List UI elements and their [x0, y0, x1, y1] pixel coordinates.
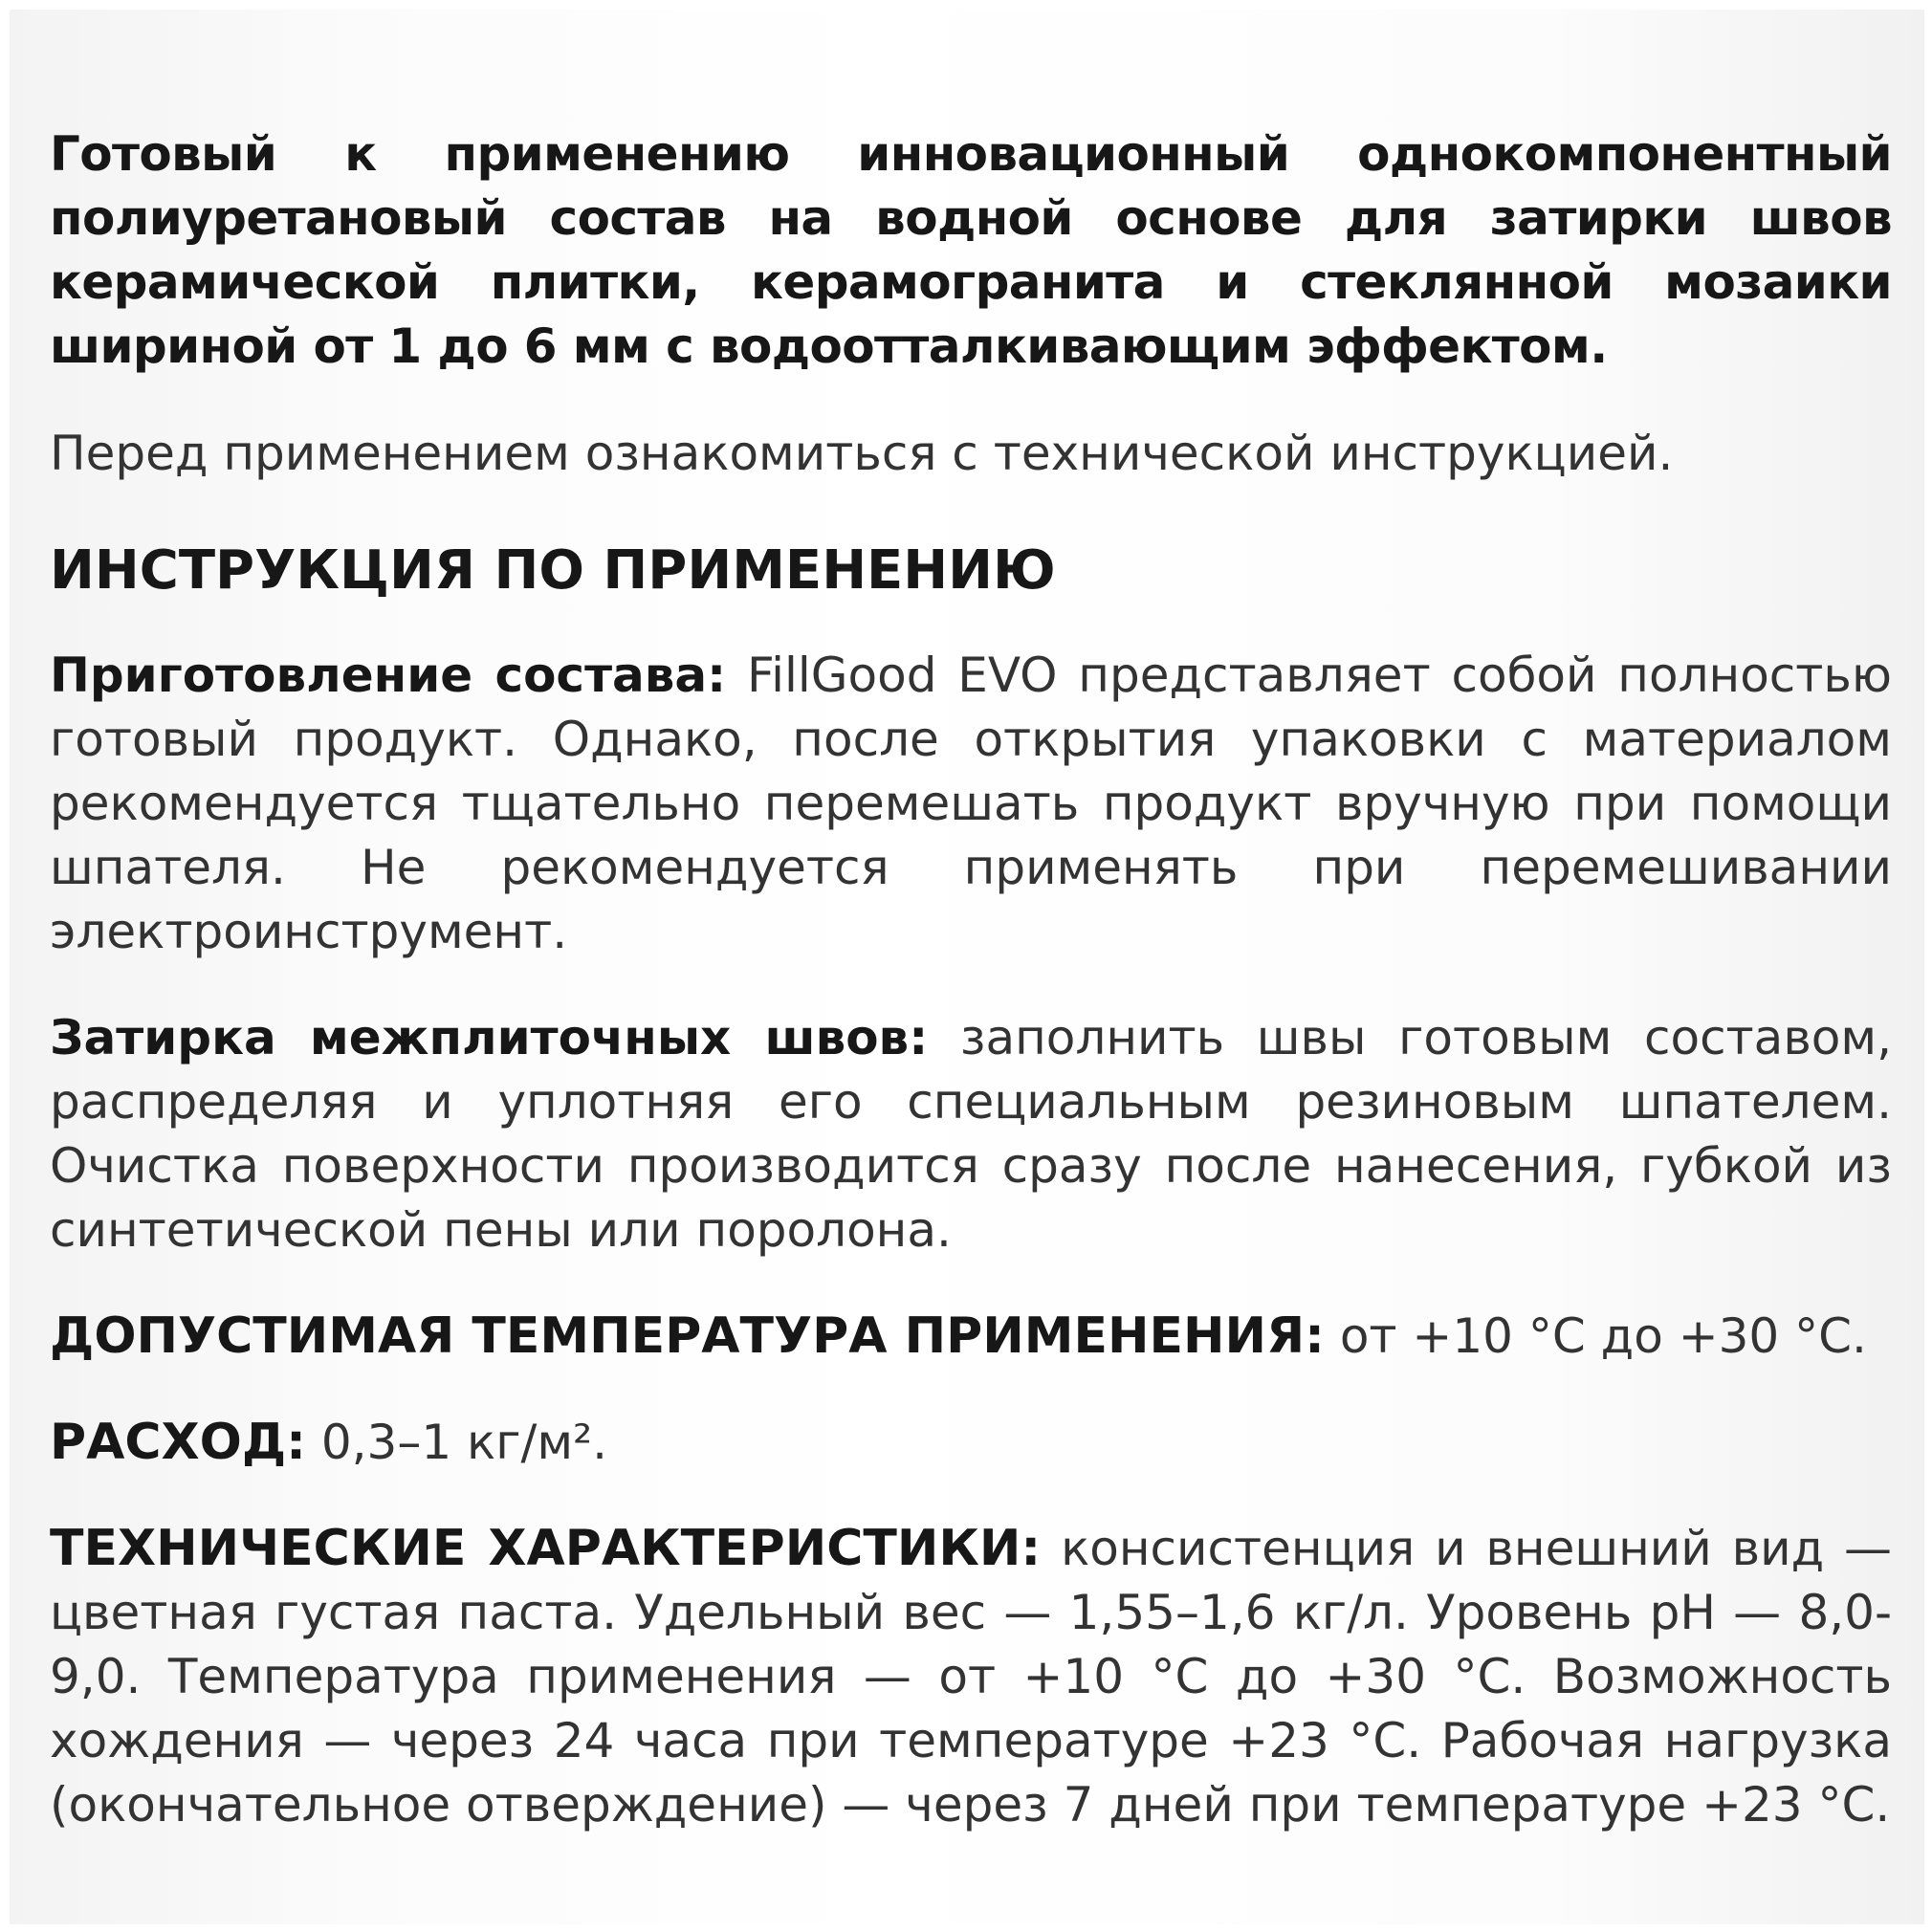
- grouting-label: Затирка межплиточных швов:: [50, 1010, 929, 1065]
- consumption-label: РАСХОД:: [50, 1414, 306, 1471]
- consumption-paragraph: [50, 1411, 1892, 1475]
- preparation-label: Приготовление состава:: [50, 648, 727, 703]
- instruction-text-block: [50, 122, 1892, 1879]
- grouting-text: заполнить швы готовым составом, распределяя и уплотняя его специальным резиновым шпателем. Очистка поверхности производится сразу после нанесения, губкой из синтетической пены или поролона.: [50, 1010, 1892, 1258]
- consumption-text: 0,3–1 кг/м².: [320, 1415, 608, 1470]
- temperature-text: от +10 °С до +30 °С.: [1339, 1308, 1867, 1364]
- product-intro-paragraph: Готовый к применению инновационный однокомпонентный полиуретановый состав на водной основе для затирки швов керамической плитки, керамогранита и стеклянной мозаики шириной от 1 до 6 мм с водоотталкивающим эффектом.: [50, 126, 1892, 374]
- temperature-paragraph: [50, 1305, 1892, 1369]
- grouting-paragraph: [50, 1006, 1892, 1262]
- temperature-label: ДОПУСТИМАЯ ТЕМПЕРАТУРА ПРИМЕНЕНИЯ:: [50, 1307, 1325, 1365]
- specs-text: консистенция и внешний вид — цветная густая паста. Удельный вес — 1,55–1,6 кг/л. Уровень pH — 8,0-9,0. Температура применения — от +10 °С до +30 °С. Возможность хождения — через 24 часа при температуре +23 °С. Рабочая нагрузка (окончательное отверждение) — через 7 дней при температуре +23 °С.: [50, 1521, 1892, 1833]
- specs-paragraph: [50, 1517, 1892, 1837]
- preparation-paragraph: [50, 644, 1892, 964]
- preparation-text: FillGood EVO представляет собой полностью готовый продукт. Однако, после открытия упаковки с материалом рекомендуется тщательно перемешать продукт вручную при помощи шпателя. Не рекомендуется применять при перемешивании электроинструмент.: [50, 648, 1892, 959]
- specs-label: ТЕХНИЧЕСКИЕ ХАРАКТЕРИСТИКИ:: [50, 1520, 1042, 1577]
- product-instruction-sheet: [10, 10, 1924, 1924]
- usage-instructions-heading: ИНСТРУКЦИЯ ПО ПРИМЕНЕНИЮ: [50, 539, 1056, 602]
- read-instruction-note: Перед применением ознакомиться с технической инструкцией.: [50, 426, 1674, 481]
